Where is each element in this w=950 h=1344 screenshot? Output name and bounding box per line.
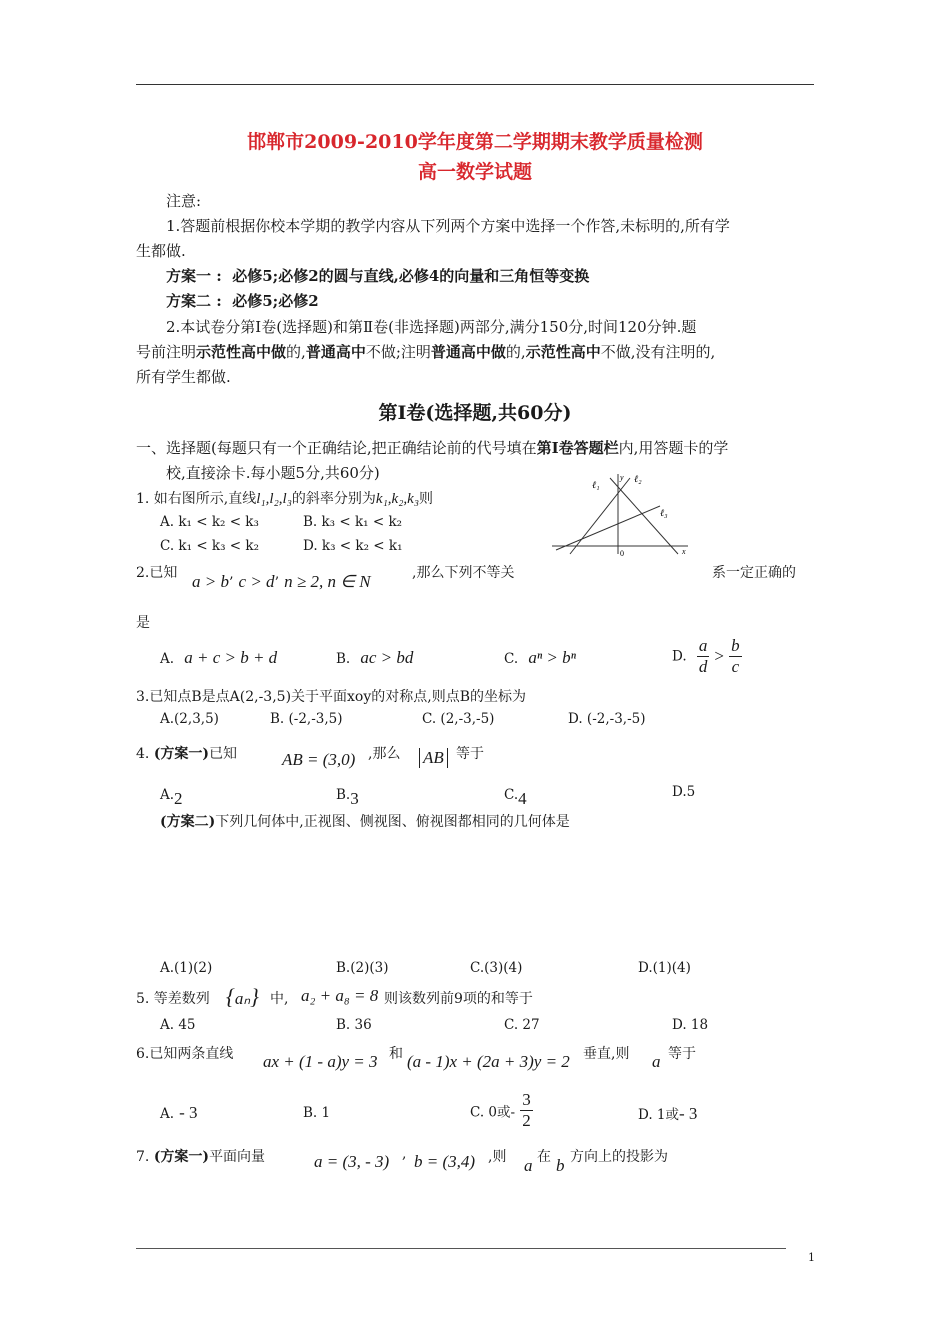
fraction-a-over-d <box>697 636 710 677</box>
q2-stem <box>136 562 177 582</box>
q6-option-c[interactable] <box>470 1090 533 1131</box>
q5-sequence: {aₙ} <box>226 984 259 1009</box>
text-run: 1. 如右图所示,直线 <box>136 491 257 507</box>
option-label: C. 0或- <box>470 1104 516 1121</box>
q3-option-c[interactable]: C. (2,-3,-5) <box>422 711 495 727</box>
option-value: - 3 <box>679 1104 698 1123</box>
q1-option-b[interactable]: B. k₃ < k₁ < k₂ <box>303 514 403 530</box>
section1-title: 第Ⅰ卷(选择题,共60分) <box>378 402 572 424</box>
sequence-term: aₙ <box>234 989 251 1008</box>
option-label: B. <box>336 651 351 667</box>
option-math: a + c > b + d <box>184 648 278 667</box>
q1-option-d[interactable]: D. k₃ < k₂ < k₁ <box>303 538 403 554</box>
q6-line1: ax + (1 - a)y = 3 <box>263 1052 378 1071</box>
q2-option-b[interactable] <box>336 648 413 668</box>
label-l2: ℓ₂ <box>634 474 642 485</box>
text-run-bold: 示范性高中做 <box>196 343 287 361</box>
q7-a: a <box>524 1156 533 1175</box>
q6-option-d[interactable] <box>638 1103 697 1124</box>
option-label: B. <box>336 787 351 803</box>
q7-stem-cont: ,则 <box>488 1149 507 1165</box>
section1-instructions-line1 <box>136 437 728 458</box>
denominator: 2 <box>522 1111 531 1130</box>
q6-stem-cont3: 等于 <box>668 1046 696 1062</box>
text-run-bold: 普通高中 <box>305 343 366 361</box>
q3-option-b[interactable]: B. (-2,-3,5) <box>270 711 343 727</box>
math-cond: c > d <box>238 572 275 591</box>
q4-option-d[interactable]: D.5 <box>672 784 696 800</box>
plan1-text: 必修5;必修2的圆与直线,必修4的向量和三角恒等变换 <box>232 267 590 285</box>
text-run: 的斜率分别为 <box>291 491 376 507</box>
text-run-bold: 第Ⅰ卷答题栏 <box>536 439 619 457</box>
notice-item2-line1: 2.本试卷分第Ⅰ卷(选择题)和第Ⅱ卷(非选择题)两部分,满分150分,时间120分钟.题 <box>166 318 697 336</box>
q4-stem <box>136 743 237 763</box>
q4-plan2-option-b[interactable]: B.(2)(3) <box>336 960 389 976</box>
exam-title: 邯郸市2009-2010学年度第二学期期末教学质量检测 <box>247 131 703 153</box>
notice-item1-line2: 生都做. <box>136 242 186 260</box>
exam-subtitle: 高一数学试题 <box>417 161 532 183</box>
text-run: 不做,没有注明的, <box>600 343 716 361</box>
q2-conditions <box>192 572 371 592</box>
q2-option-c[interactable] <box>504 648 576 668</box>
separator: ’ <box>274 575 280 591</box>
math-lines: l₁,l₂,l₃ <box>256 491 292 507</box>
option-label: D. <box>672 648 687 665</box>
q5-option-b[interactable]: B. 36 <box>336 1017 372 1033</box>
option-label: C. <box>504 787 519 803</box>
q4-plan2-option-d[interactable]: D.(1)(4) <box>638 960 691 976</box>
option-label: A. <box>160 787 175 803</box>
q7-stem <box>136 1146 265 1166</box>
plan1-label: 方案一 : <box>166 267 222 285</box>
math-cond: a > b <box>192 572 229 591</box>
q4-abs <box>419 748 448 768</box>
q5-option-c[interactable]: C. 27 <box>504 1017 540 1033</box>
plan2 <box>166 290 319 311</box>
q4-plan2-stem <box>160 811 570 831</box>
line-l1 <box>570 478 630 554</box>
option-value: 4 <box>518 789 527 808</box>
numerator: a <box>698 636 708 655</box>
text-run: 2.已知 <box>136 565 178 581</box>
q3-option-a[interactable]: A.(2,3,5) <box>160 711 219 727</box>
q6-stem-cont2: 垂直,则 <box>583 1046 630 1062</box>
q2-stem-cont3: 是 <box>136 615 150 631</box>
q7-b: b <box>556 1156 565 1175</box>
section1-instructions-line2: 校,直接涂卡.每小题5分,共60分) <box>166 464 380 482</box>
q4-option-c[interactable] <box>504 784 527 808</box>
question-number: 4. <box>136 746 150 762</box>
plan2-text: 必修5;必修2 <box>232 292 319 310</box>
text-run: 号前注明 <box>136 343 197 361</box>
label-x: x <box>682 547 686 556</box>
text-run: 的, <box>286 343 306 361</box>
option-value: 3 <box>350 789 359 808</box>
math-slopes: k₁,k₂,k₃ <box>375 491 420 507</box>
q5-option-d[interactable]: D. 18 <box>672 1017 709 1033</box>
option-label: A. <box>160 651 175 667</box>
question-number: 7. <box>136 1149 150 1165</box>
plan1 <box>166 265 589 286</box>
q4-vector: AB = (3,0) <box>282 750 356 769</box>
text-run: 的, <box>505 343 526 361</box>
plan2-label: 方案二 : <box>166 292 222 310</box>
q4-plan2-option-c[interactable]: C.(3)(4) <box>470 960 523 976</box>
label-l1: ℓ₁ <box>592 480 600 491</box>
denominator: c <box>731 657 740 676</box>
text-run: 则 <box>419 491 434 507</box>
notice-heading: 注意: <box>166 192 202 210</box>
math-cond: n ≥ 2, n ∈ N <box>284 572 371 591</box>
q5-stem: 5. 等差数列 <box>136 991 210 1007</box>
q7-stem-cont3: 方向上的投影为 <box>570 1149 668 1165</box>
q4-option-a[interactable] <box>160 784 183 808</box>
q5-stem-cont: 中, <box>270 991 289 1007</box>
option-label: D. 1或 <box>638 1107 680 1123</box>
q2-option-d[interactable] <box>672 636 742 677</box>
text-run: 已知 <box>209 746 238 762</box>
page-number: 1 <box>808 1251 815 1264</box>
q2-option-a[interactable] <box>160 648 277 668</box>
text-run: 一、选择题(每题只有一个正确结论,把正确结论前的代号填在 <box>136 439 537 457</box>
line-l2 <box>610 478 678 554</box>
q4-option-b[interactable] <box>336 784 359 808</box>
option-value: - 3 <box>179 1103 198 1122</box>
text-run-bold: 示范性高中 <box>525 343 601 361</box>
q7-vector-a: a = (3, - 3) <box>314 1152 390 1171</box>
abs-content: AB <box>423 748 444 767</box>
denominator: d <box>698 657 708 676</box>
q6-option-b[interactable]: B. 1 <box>303 1105 331 1121</box>
q6-stem-cont: 和 <box>389 1046 403 1062</box>
q4-plan2-option-a[interactable]: A.(1)(2) <box>160 960 213 976</box>
text-run-bold: 普通高中做 <box>430 343 506 361</box>
numerator: b <box>731 636 740 655</box>
fraction-3-over-2 <box>520 1090 533 1131</box>
q6-stem: 6.已知两条直线 <box>136 1046 234 1062</box>
text-run: 平面向量 <box>209 1149 266 1165</box>
text-run: 下列几何体中,正视图、侧视图、俯视图都相同的几何体是 <box>215 814 570 830</box>
q6-var: a <box>652 1052 661 1071</box>
q4-stem-cont: ,那么 <box>368 746 401 762</box>
q1-option-c[interactable]: C. k₁ < k₃ < k₂ <box>160 538 259 554</box>
q2-stem-cont2: 系一定正确的 <box>712 565 796 581</box>
q3-option-d[interactable]: D. (-2,-3,-5) <box>568 711 646 727</box>
option-math: ac > bd <box>360 648 414 667</box>
q1-line-figure <box>550 470 700 558</box>
q6-option-a[interactable] <box>160 1103 198 1123</box>
notice-item2-line3: 所有学生都做. <box>136 368 231 386</box>
q3-stem: 3.已知点B是点A(2,-3,5)关于平面xoy的对称点,则点B的坐标为 <box>136 689 527 705</box>
q1-option-a[interactable]: A. k₁ < k₂ < k₃ <box>160 514 259 530</box>
q4-stem-cont2: 等于 <box>456 746 484 762</box>
q7-stem-cont2: 在 <box>537 1149 551 1165</box>
q5-option-a[interactable]: A. 45 <box>160 1017 196 1033</box>
q7-vector-b: b = (3,4) <box>414 1152 476 1171</box>
numerator: 3 <box>522 1090 531 1109</box>
label-l3: ℓ₃ <box>660 508 668 519</box>
plan-label: (方案一) <box>153 1149 210 1165</box>
operator: > <box>714 646 724 666</box>
q5-condition: a₂ + a₈ = 8 <box>301 986 379 1005</box>
label-y: y <box>620 473 624 482</box>
header-rule <box>136 84 814 85</box>
line-l3 <box>556 506 660 550</box>
q6-line2: (a - 1)x + (2a + 3)y = 2 <box>407 1052 570 1071</box>
option-label: A. <box>160 1106 175 1122</box>
separator: ’ <box>228 575 234 591</box>
q1-stem <box>136 488 433 508</box>
q7-stem-sep: , <box>402 1146 407 1162</box>
text-run: 不做;注明 <box>365 343 431 361</box>
q5-stem-cont2: 则该数列前9项的和等于 <box>384 991 533 1007</box>
fraction-b-over-c <box>729 636 742 677</box>
label-origin: 0 <box>620 549 624 558</box>
plan-label: (方案一) <box>153 746 210 762</box>
q2-stem-cont: ,那么下列不等关 <box>412 565 515 581</box>
notice-item2-line2 <box>136 341 715 362</box>
footer-rule <box>136 1248 786 1249</box>
plan-label: (方案二) <box>160 814 216 830</box>
notice-item1-line1: 1.答题前根据你校本学期的教学内容从下列两个方案中选择一个作答,未标明的,所有学 <box>166 217 730 235</box>
option-value: 2 <box>174 789 183 808</box>
text-run: 内,用答题卡的学 <box>618 439 729 457</box>
option-label: C. <box>504 651 519 667</box>
option-math: aⁿ > bⁿ <box>528 648 576 667</box>
